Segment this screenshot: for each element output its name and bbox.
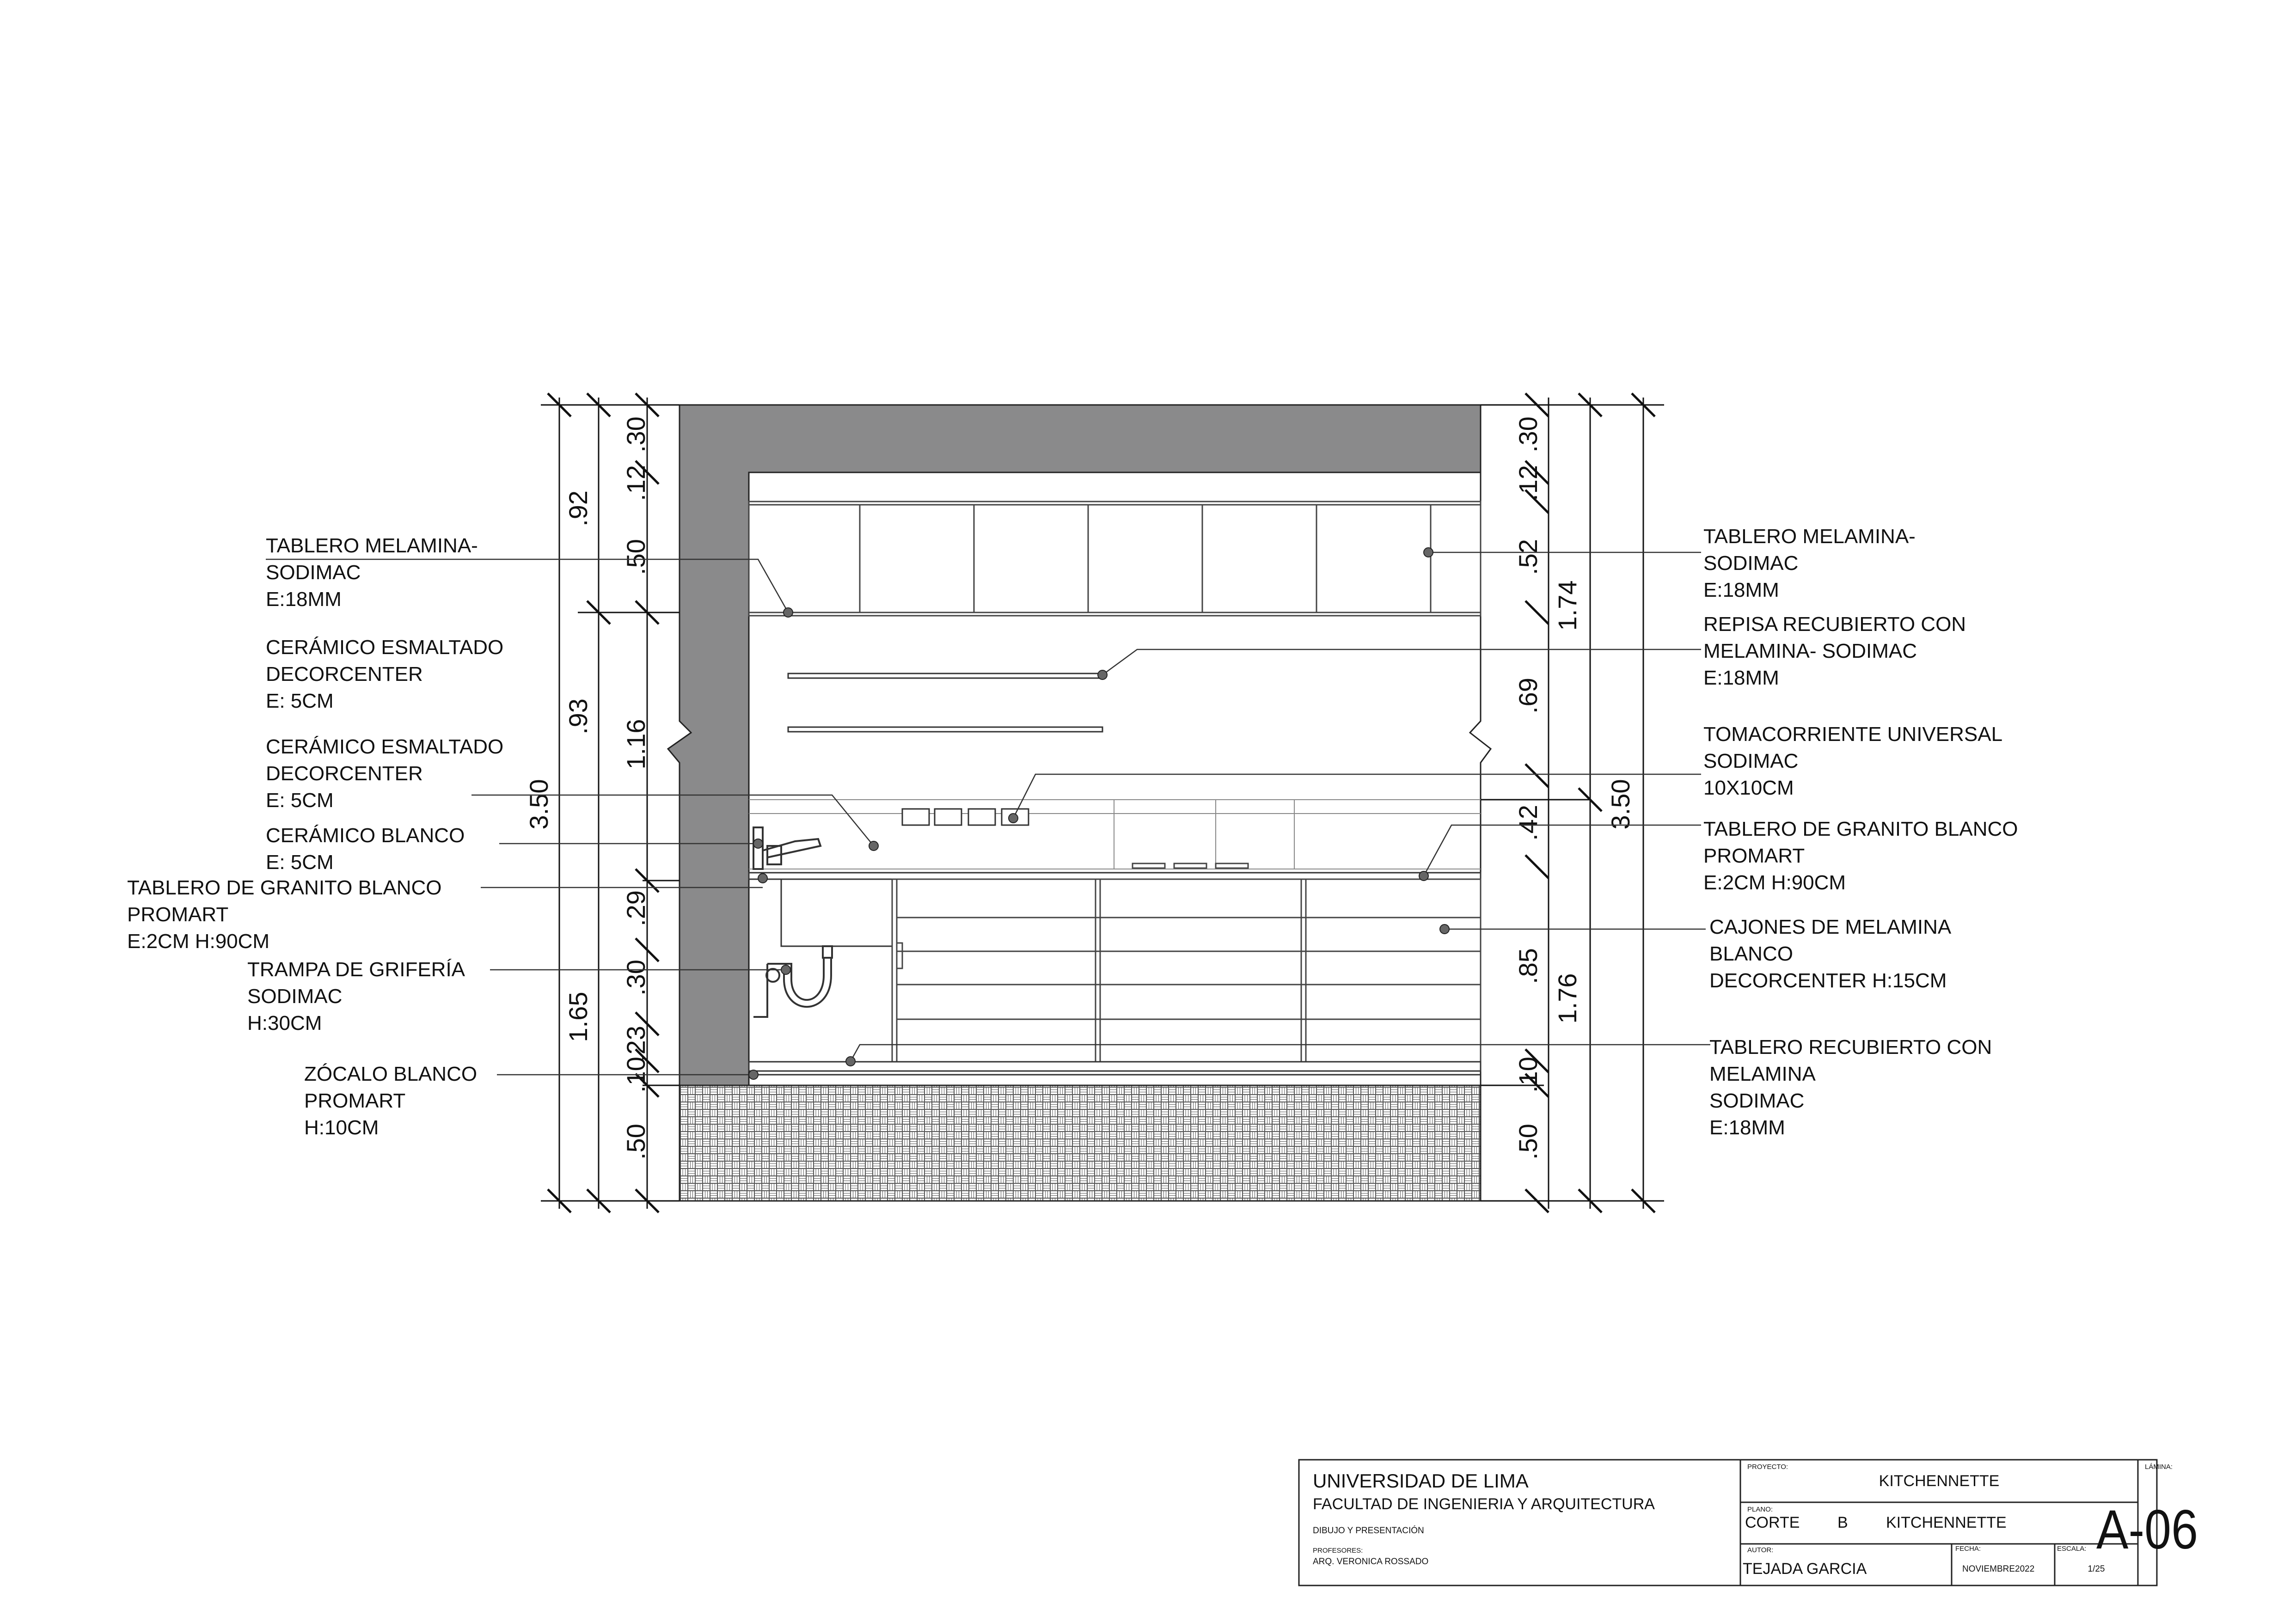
callout-left-glazed-ceramic-1: CERÁMICO ESMALTADO DECORCENTER E: 5CM [266,636,504,712]
dim-inner-upper-cab: .50 [621,539,650,575]
dim-right-lower-total: 1.76 [1553,973,1582,1024]
left-callouts [127,534,509,1139]
callout-left-glazed-ceramic-2: CERÁMICO ESMALTADO DECORCENTER E: 5CM [266,735,504,812]
callout-right-granite-counter: TABLERO DE GRANITO BLANCO PROMART E:2CM H:90CM [1703,818,2018,894]
plinth [749,1062,1481,1075]
callout-left-baseboard: ZÓCALO BLANCO PROMART H:10CM [304,1063,478,1139]
dim-inner-trap: .30 [621,960,650,996]
callout-right-melamine-board: TABLERO RECUBIERTO CON MELAMINA SODIMAC E:18MM [1709,1036,1992,1139]
sheet-number: A-06 [2096,1499,2198,1561]
plan-type: CORTE [1745,1514,1800,1531]
shelves [788,673,1102,732]
dim-right-base: .85 [1513,948,1543,984]
plan-letter: B [1837,1514,1848,1531]
sheet-label: LÁMINA: [2145,1463,2173,1471]
dim-right-splash: .42 [1513,805,1543,841]
dim-right-plinth: .10 [1513,1057,1543,1093]
callout-right-drawers: CAJONES DE MELAMINA BLANCO DECORCENTER H:15CM [1709,916,1950,992]
backsplash [749,800,1481,869]
dim-inner-backsplash: 1.16 [621,719,650,770]
dim-inner-plinth: .10 [621,1057,650,1093]
callout-right-shelf: REPISA RECUBIERTO CON MELAMINA- SODIMAC E:18MM [1703,613,1966,689]
scale-label: ESCALA: [2057,1545,2087,1553]
callout-right-melamine-panel: TABLERO MELAMINA- SODIMAC E:18MM [1703,525,1916,601]
plan-name: KITCHENNETTE [1886,1514,2007,1531]
plan-label: PLANO: [1747,1506,1773,1513]
course-name: DIBUJO Y PRESENTACIÓN [1313,1526,1424,1536]
callout-left-white-ceramic: CERÁMICO BLANCO E: 5CM [266,824,465,874]
date-value: NOVIEMBRE2022 [1962,1564,2035,1574]
cooktop [1133,863,1248,868]
author-label: AUTOR: [1747,1546,1774,1554]
dim-inner-ceiling: .30 [621,416,650,453]
base-cabinets [892,879,1481,1062]
callout-left-melamine-panel: TABLERO MELAMINA- SODIMAC E:18MM [266,534,478,611]
faculty-name: FACULTAD DE INGENIERIA Y ARQUITECTURA [1313,1495,1655,1513]
title-block [1299,1460,2198,1585]
project-label: PROYECTO: [1747,1463,1788,1471]
right-callouts [1703,525,2024,1139]
author-name: TEJADA GARCIA [1743,1560,1867,1578]
wall-section [668,405,1481,1085]
dim-inner-gap: .12 [621,465,650,501]
dim-right-gap: .12 [1513,465,1543,501]
right-dimension-labels [1513,416,1635,1160]
dim-right-wall: .69 [1513,678,1543,714]
scale-value: 1/25 [2088,1564,2105,1574]
project-name: KITCHENNETTE [1879,1472,2000,1490]
professors-label: PROFESORES: [1313,1547,1363,1555]
dim-left-upper: .92 [563,490,593,526]
kitchen-section [668,405,1491,1201]
date-label: FECHA: [1955,1545,1981,1553]
upper-cabinets [749,502,1481,616]
dim-right-floor: .50 [1513,1124,1543,1160]
floor-slab [680,1085,1481,1201]
dim-inner-floor: .50 [621,1124,650,1160]
dim-right-ceiling: .30 [1513,416,1543,453]
professor-name: ARQ. VERONICA ROSSADO [1313,1557,1429,1567]
countertop [749,873,1481,879]
sink-trap [753,946,832,1017]
dim-left-outer-total: 3.50 [524,779,553,830]
dim-inner-low: .23 [621,1026,650,1062]
left-dimension-labels [524,416,650,1160]
faucet [753,827,820,869]
dim-inner-sink: .29 [621,890,650,926]
sink [781,879,892,946]
callout-left-faucet-trap: TRAMPA DE GRIFERÍA SODIMAC H:30CM [247,958,464,1034]
dim-left-lower: 1.65 [563,992,593,1042]
university-name: UNIVERSIDAD DE LIMA [1313,1470,1529,1492]
dim-right-upper-total: 1.74 [1553,580,1582,631]
callout-left-granite-counter: TABLERO DE GRANITO BLANCO PROMART E:2CM H:90CM [127,876,442,953]
dim-right-upper-cab: .52 [1513,539,1543,575]
dim-left-middle: .93 [563,698,593,734]
callout-right-outlet: TOMACORRIENTE UNIVERSAL SODIMAC 10X10CM [1703,723,2002,799]
dim-right-outer-total: 3.50 [1606,779,1635,830]
